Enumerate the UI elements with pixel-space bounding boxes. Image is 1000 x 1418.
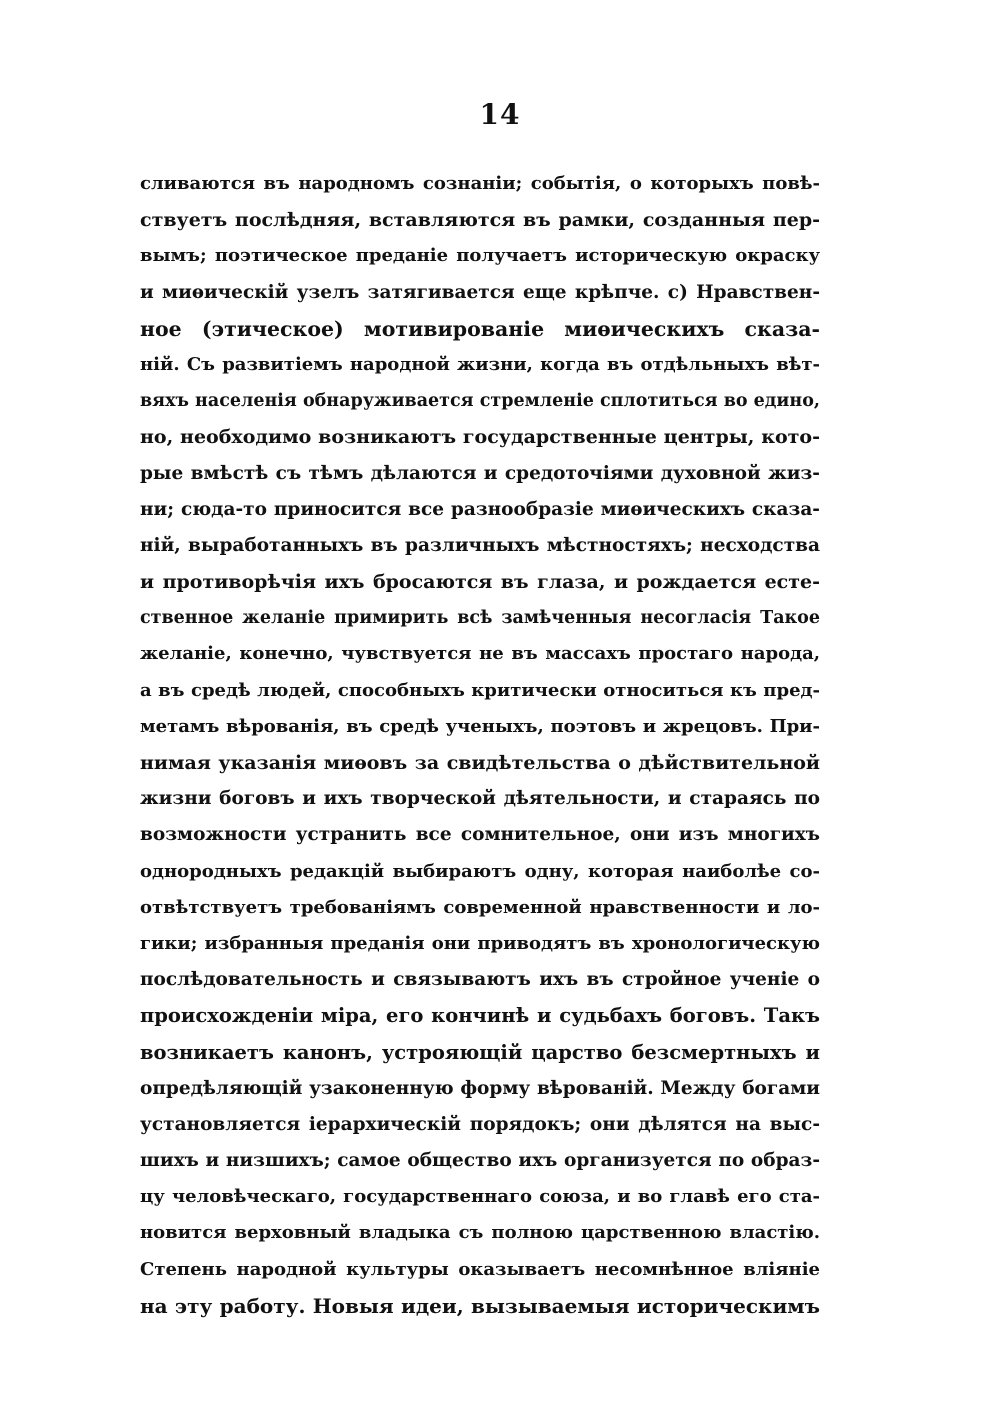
- text-line: метамъ вѣрованiя, въ средѣ ученыхъ, поэтовъ и жрецовъ. При-: [140, 715, 820, 737]
- text-line: однородныхъ редакцiй выбираютъ одну, которая наиболѣе со-: [140, 860, 820, 882]
- text-line: ственное желанiе примирить всѣ замѣченныя несогласiя Такое: [140, 608, 820, 629]
- text-line: происхожденiи мiра, его кончинѣ и судьбахъ боговъ. Такъ: [140, 1004, 820, 1028]
- text-line: желанiе, конечно, чувствуется не въ массахъ простаго народа,: [140, 643, 820, 665]
- text-line: и миѳическiй узелъ затягивается еще крѣпче. с) Нравствен-: [140, 281, 820, 303]
- text-line: на эту работу. Новыя идеи, вызываемыя историческимъ: [140, 1293, 820, 1318]
- text-line: ни; сюда-то приносится все разнообразiе миѳическихъ сказа-: [140, 498, 820, 520]
- text-line: но, необходимо возникаютъ государственные центры, кото-: [140, 426, 820, 449]
- text-line: ное (этическое) мотивированiе миѳическихъ сказа-: [140, 316, 820, 341]
- text-line: возникаетъ канонъ, устрояющiй царство безсмертныхъ и: [140, 1040, 820, 1064]
- text-line: вяхъ населенiя обнаруживается стремленiе сплотиться во едино,: [140, 391, 820, 412]
- text-line: рые вмѣстѣ съ тѣмъ дѣлаются и средоточiями духовной жиз-: [140, 462, 820, 484]
- text-line: шихъ и низшихъ; самое общество ихъ организуется по образ-: [140, 1150, 820, 1172]
- text-line: вымъ; поэтическое преданiе получаетъ историческую окраску: [140, 245, 820, 267]
- text-line: послѣдовательность и связываютъ ихъ въ стройное ученiе о: [140, 969, 820, 991]
- text-line: нимая указанiя миѳовъ за свидѣтельства о дѣйствительной: [140, 752, 820, 774]
- page-number: 14: [479, 98, 521, 131]
- text-line: а въ средѣ людей, способныхъ критически относиться къ пред-: [140, 679, 820, 701]
- body-text: [140, 166, 820, 1324]
- text-line: Степень народной культуры оказываетъ несомнѣнное влiянiе: [140, 1258, 820, 1280]
- text-line: нiй. Съ развитiемъ народной жизни, когда въ отдѣльныхъ вѣт-: [140, 353, 820, 375]
- text-line: жизни боговъ и ихъ творческой дѣятельности, и стараясь по: [140, 788, 820, 810]
- text-line: новится верховный владыка съ полною царственною властiю.: [140, 1222, 820, 1244]
- text-line: нiй, выработанныхъ въ различныхъ мѣстностяхъ; несходства: [140, 534, 820, 556]
- text-line: цу человѣческаго, государственнаго союза, и во главѣ его ста-: [140, 1186, 820, 1208]
- text-line: ствуетъ послѣдняя, вставляются въ рамки, созданныя пер-: [140, 209, 820, 232]
- text-line: отвѣтствуетъ требованiямъ современной нравственности и ло-: [140, 896, 820, 918]
- text-line: опредѣляющiй узаконенную форму вѣрованiй. Между богами: [140, 1077, 820, 1099]
- text-line: возможности устранить все сомнительное, они изъ многихъ: [140, 824, 820, 846]
- text-line: гики; избранныя преданiя они приводятъ въ хронологическую: [140, 932, 820, 954]
- text-line: сливаются въ народномъ сознанiи; событiя, о которыхъ повѣ-: [140, 173, 820, 194]
- text-line: и противорѣчiя ихъ бросаются въ глаза, и рождается есте-: [140, 571, 820, 594]
- text-line: установляется iерархическiй порядокъ; они дѣлятся на выс-: [140, 1113, 820, 1135]
